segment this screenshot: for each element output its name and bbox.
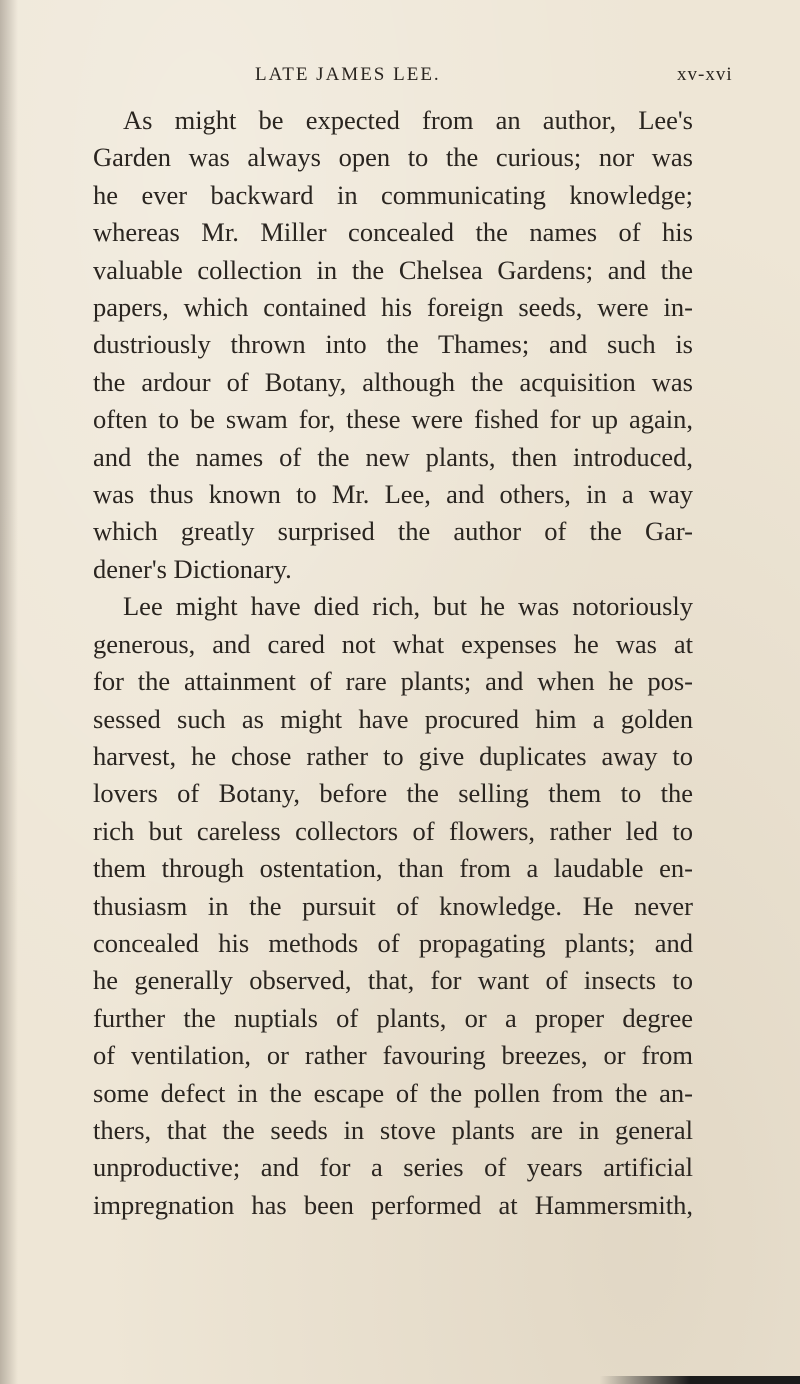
text-line: As might be expected from an author, Lee's [123, 105, 693, 135]
text-line: dener's Dictionary. [93, 553, 292, 584]
text-line: and the names of the new plants, then introduced, [93, 441, 693, 472]
text-line: valuable collection in the Chelsea Gardens; and the [93, 254, 693, 285]
text-line: the ardour of Botany, although the acquisition was [93, 366, 693, 397]
text-line: lovers of Botany, before the selling them to the [93, 778, 693, 809]
text-line: some defect in the escape of the pollen from the an- [93, 1077, 693, 1108]
text-line: rich but careless collectors of flowers, rather led to [93, 815, 693, 846]
text-line: Garden was always open to the curious; nor was [93, 142, 693, 173]
text-line: sessed such as might have procured him a golden [93, 703, 693, 734]
page-number: xv-xvi [677, 64, 733, 85]
running-head [0, 64, 800, 96]
text-line: Lee might have died rich, but he was notoriously [123, 591, 693, 622]
text-line: for the attainment of rare plants; and when he pos- [93, 666, 693, 697]
text-line: unproductive; and for a series of years artificial [93, 1152, 693, 1183]
text-line: impregnation has been performed at Hammersmith, [93, 1189, 693, 1220]
page-edge-shadow [600, 1376, 800, 1384]
text-line: papers, which contained his foreign seeds, were in- [93, 292, 693, 323]
text-line: dustriously thrown into the Thames; and such is [93, 329, 693, 360]
text-line: which greatly surprised the author of the Gar- [93, 516, 693, 547]
text-line: thers, that the seeds in stove plants are in general [93, 1114, 693, 1145]
text-line: further the nuptials of plants, or a proper degree [93, 1002, 693, 1033]
body-text [93, 102, 693, 1224]
running-head-title: LATE JAMES LEE. [255, 64, 441, 85]
text-line: of ventilation, or rather favouring breezes, or from [93, 1040, 693, 1071]
text-line: whereas Mr. Miller concealed the names of his [93, 217, 693, 248]
text-line: harvest, he chose rather to give duplicates away to [93, 740, 693, 771]
text-line: them through ostentation, than from a laudable en- [93, 853, 693, 884]
text-line: he ever backward in communicating knowledge; [93, 179, 693, 210]
text-line: was thus known to Mr. Lee, and others, in a way [93, 479, 693, 510]
text-line: he generally observed, that, for want of insects to [93, 965, 693, 996]
text-line: generous, and cared not what expenses he was at [93, 628, 693, 659]
text-line: thusiasm in the pursuit of knowledge. He never [93, 890, 693, 921]
gutter-shadow [0, 0, 18, 1384]
text-line: concealed his methods of propagating plants; and [93, 927, 693, 958]
text-line: often to be swam for, these were fished for up again, [93, 404, 693, 435]
